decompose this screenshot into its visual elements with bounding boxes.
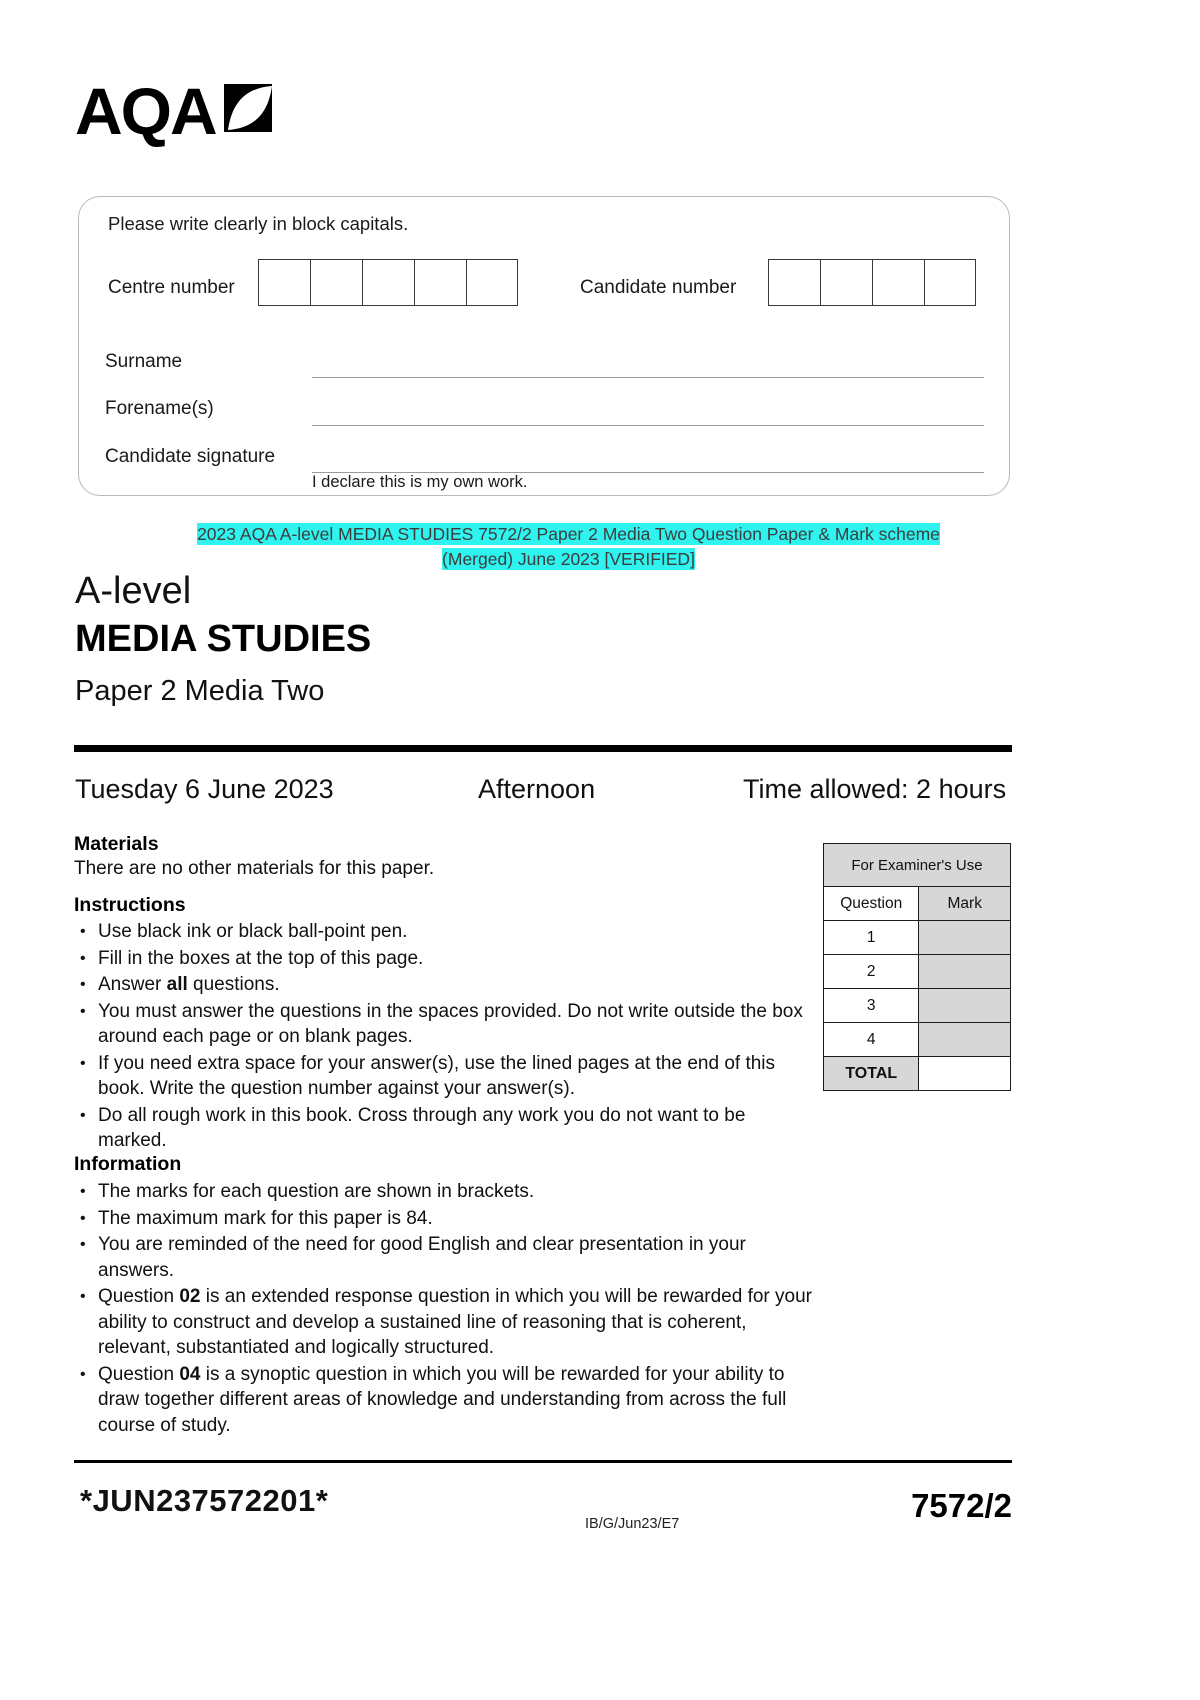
header-divider [74,745,1012,752]
number-cell[interactable] [872,259,924,306]
information-list [74,1179,819,1439]
table-row [824,989,1011,1023]
aqa-logo [75,74,276,148]
examiner-table-title: For Examiner's Use [824,844,1011,887]
mark-cell[interactable] [919,989,1011,1023]
column-header: Mark [919,887,1011,921]
question-number-cell: 1 [824,921,919,955]
list-item: • The maximum mark for this paper is 84. [74,1206,819,1232]
centre-number-input[interactable] [258,259,518,306]
question-number-cell: 4 [824,1023,919,1057]
column-header: Question [824,887,919,921]
exam-session: Afternoon [478,774,596,804]
number-cell[interactable] [820,259,872,306]
list-item: • Answer all questions. [74,972,819,998]
list-item: • Fill in the boxes at the top of this page. [74,946,819,972]
footer-reference: IB/G/Jun23/E7 [585,1516,680,1532]
list-item: • You are reminded of the need for good English and clear presentation in your answers. [74,1232,819,1283]
list-item: • Question 04 is a synoptic question in which you will be rewarded for your ability to draw together different areas of knowledge and understanding from across the full course of study. [74,1362,819,1439]
number-cell[interactable] [466,259,518,306]
mark-cell[interactable] [919,921,1011,955]
number-cell[interactable] [414,259,466,306]
leaf-mark-icon [220,80,276,141]
list-item: • The marks for each question are shown in brackets. [74,1179,819,1205]
aqa-logo-text: AQA [75,74,216,148]
examiner-use-table [823,843,1011,1091]
table-row [824,844,1011,887]
candidate-number-label: Candidate number [580,277,737,298]
subject-title: MEDIA STUDIES [75,618,372,660]
list-item: • Do all rough work in this book. Cross through any work you do not want to be marked. [74,1103,819,1154]
number-cell[interactable] [258,259,310,306]
number-cell[interactable] [768,259,820,306]
paper-code: 7572/2 [911,1487,1012,1524]
list-item: • Use black ink or black ball-point pen. [74,919,819,945]
list-item: • Question 02 is an extended response question in which you will be rewarded for your ability to construct and develop a sustained line of reasoning that is coherent, relevant, substantiated and logically structured. [74,1284,819,1361]
mark-cell[interactable] [919,1023,1011,1057]
question-number-cell: 3 [824,989,919,1023]
candidate-signature-label: Candidate signature [105,446,276,467]
barcode-text: *JUN237572201* [80,1483,329,1518]
table-row [824,1023,1011,1057]
footer-divider [74,1460,1012,1463]
table-header-row [824,887,1011,921]
candidate-number-input[interactable] [768,259,976,306]
surname-label: Surname [105,351,183,372]
total-label: TOTAL [824,1057,919,1091]
list-item: • You must answer the questions in the spaces provided. Do not write outside the box around each page or on blank pages. [74,999,819,1050]
table-row [824,955,1011,989]
table-row [824,921,1011,955]
surname-rule[interactable] [312,377,984,378]
qualification-level: A-level [75,570,192,612]
exam-date: Tuesday 6 June 2023 [75,774,334,804]
declaration-text: I declare this is my own work. [312,473,528,491]
instructions-heading: Instructions [74,894,186,916]
list-item: • If you need extra space for your answer(s), use the lined pages at the end of this book. Write the question number against your answer(s). [74,1051,819,1102]
information-heading: Information [74,1153,182,1175]
highlighted-title-banner [166,522,971,572]
number-cell[interactable] [924,259,976,306]
paper-title: Paper 2 Media Two [75,675,325,707]
forenames-label: Forename(s) [105,398,214,419]
centre-number-label: Centre number [108,277,235,298]
total-mark-cell[interactable] [919,1057,1011,1091]
number-cell[interactable] [310,259,362,306]
forenames-rule[interactable] [312,425,984,426]
materials-heading: Materials [74,833,159,855]
materials-text: There are no other materials for this paper. [74,858,435,879]
exam-time-allowed: Time allowed: 2 hours [743,774,1007,804]
mark-cell[interactable] [919,955,1011,989]
instructions-list [74,919,819,1155]
table-total-row [824,1057,1011,1091]
number-cell[interactable] [362,259,414,306]
block-capitals-note: Please write clearly in block capitals. [108,213,409,234]
highlighted-title-text: 2023 AQA A-level MEDIA STUDIES 7572/2 Paper 2 Media Two Question Paper & Mark scheme (Merged) June 2023 [VERIFIED] [197,524,940,569]
question-number-cell: 2 [824,955,919,989]
